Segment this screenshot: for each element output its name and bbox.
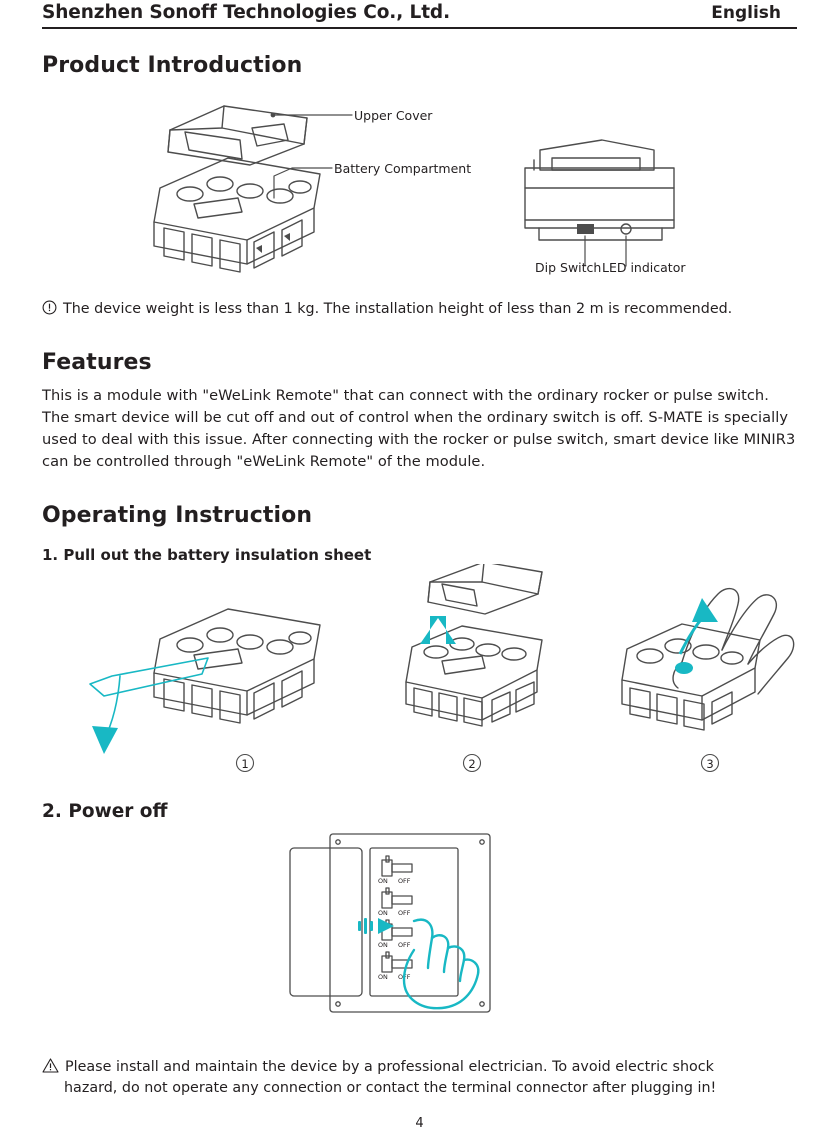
- product-introduction-title: Product Introduction: [42, 53, 303, 78]
- label-led-indicator: LED indicator: [602, 260, 686, 275]
- features-paragraph: This is a module with "eWeLink Remote" that can connect with the ordinary rocker or pulse switch. The smart device will be cut off and out of control when the ordinary switch is off. S-MATE is specially used to deal with this issue. After connecting with the rocker or pulse switch, smart device like MINIR3 can be controlled through "eWeLink Remote" of the module.: [42, 386, 796, 471]
- installation-note-text: The device weight is less than 1 kg. The installation height of less than 2 m is recommended.: [63, 301, 733, 317]
- page-header: [42, 0, 797, 29]
- label-dip-switch: Dip Switch: [535, 260, 602, 275]
- product-diagram-svg: [42, 88, 797, 293]
- switch-label-off-1: OFF: [398, 877, 411, 886]
- step2-diagram-svg: [42, 826, 797, 1026]
- figure-number-1: 1: [241, 757, 249, 772]
- figure-number-2: 2: [468, 757, 476, 772]
- operating-instruction-title: Operating Instruction: [42, 503, 313, 529]
- lift-arrow-2: [420, 616, 456, 644]
- warning-triangle-icon: [42, 1058, 59, 1073]
- company-name: Shenzhen Sonoff Technologies Co., Ltd.: [42, 2, 451, 23]
- switch-label-off-3: OFF: [398, 941, 411, 950]
- label-upper-cover: Upper Cover: [354, 108, 433, 123]
- exclamation-circle-icon: [42, 300, 57, 315]
- switch-label-off-2: OFF: [398, 909, 411, 918]
- warning-block: [42, 1057, 797, 1099]
- installation-note: [42, 299, 797, 320]
- step1-diagram-svg: [42, 564, 797, 779]
- warning-note: [42, 1057, 797, 1078]
- pull-arrow-1: [92, 726, 118, 754]
- features-title: Features: [42, 349, 152, 375]
- step-2-figure: [42, 826, 797, 1026]
- warning-line-2: hazard, do not operate any connection or contact the terminal connector after plugging in!: [64, 1079, 717, 1096]
- step-2-title: 2. Power off: [42, 801, 168, 823]
- switch-label-off-4: OFF: [398, 973, 411, 982]
- lift-arrow-3: [692, 598, 718, 622]
- switch-label-on-1: ON: [378, 877, 388, 886]
- label-battery-compartment: Battery Compartment: [334, 161, 472, 176]
- switch-label-on-2: ON: [378, 909, 388, 918]
- step-1-title: 1. Pull out the battery insulation sheet: [42, 546, 372, 565]
- language-label: English: [711, 3, 781, 23]
- switch-label-on-4: ON: [378, 973, 388, 982]
- step-1-figure: [42, 564, 797, 779]
- warning-line-1: Please install and maintain the device by a professional electrician. To avoid electric shock: [65, 1058, 714, 1075]
- figure-number-3: 3: [706, 757, 714, 772]
- page-number: 4: [415, 1116, 424, 1131]
- switch-label-on-3: ON: [378, 941, 388, 950]
- product-introduction-figure: [42, 88, 797, 293]
